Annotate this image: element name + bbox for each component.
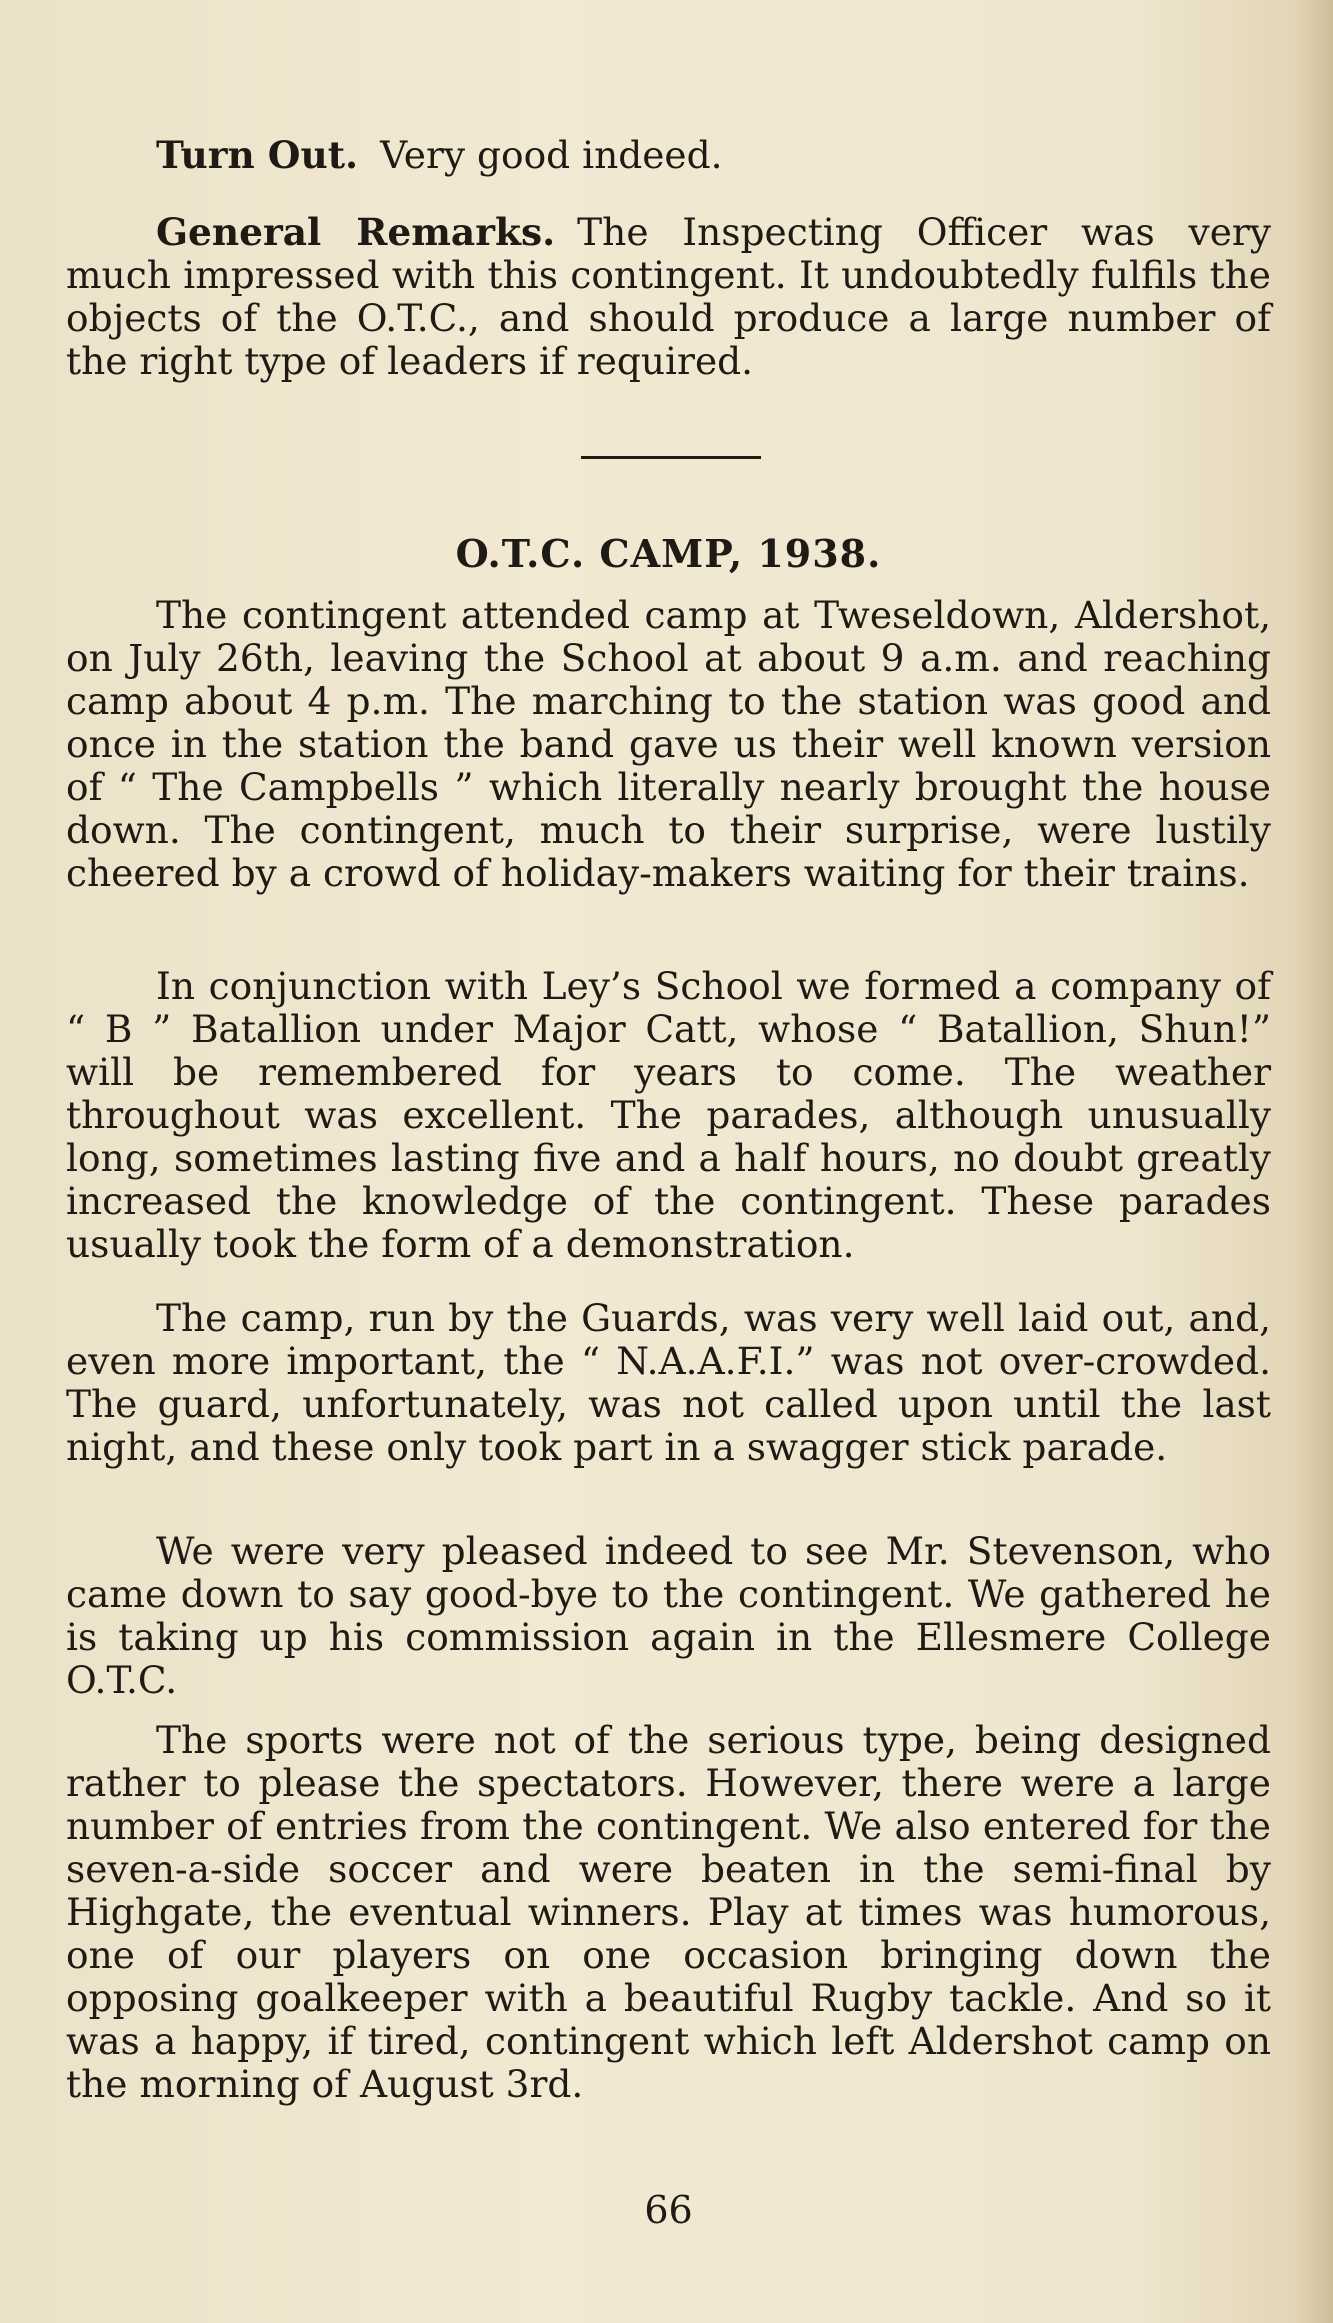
page-number: 66	[644, 2188, 693, 2232]
camp-paragraph-1-text: The contingent attended camp at Tweseldown, Aldershot, on July 26th, leaving the School at about 9 a.m. and reaching camp about 4 p.m. The marching to the station was good and once in the station the band gave us their well known version of “ The Campbells ” which literally nearly brought the house down. The contingent, much to their surprise, were lustily cheered by a crowd of holiday-makers waiting for their trains.	[66, 593, 1271, 895]
turn-out-paragraph	[66, 134, 1271, 177]
general-remarks-paragraph	[66, 211, 1271, 383]
camp-section-heading: O.T.C. CAMP, 1938.	[455, 531, 882, 576]
camp-paragraph-4	[66, 1530, 1271, 1702]
camp-paragraph-2-text: In conjunction with Ley’s School we formed a company of “ B ” Batallion under Major Catt, whose “ Batallion, Shun!” will be remembered for years to come. The weather throughout was excellent. The parades, although unusually long, sometimes lasting five and a half hours, no doubt greatly increased the knowledge of the contingent. These parades usually took the form of a demonstration.	[66, 964, 1271, 1266]
camp-paragraph-3	[66, 1297, 1271, 1469]
general-remarks-label: General Remarks.	[156, 210, 556, 254]
camp-paragraph-2	[66, 965, 1271, 1266]
camp-paragraph-3-text: The camp, run by the Guards, was very well laid out, and, even more important, the “ N.A.A.F.I.” was not over-crowded. The guard, unfortunately, was not called upon until the last night, and these only took part in a swagger stick parade.	[66, 1296, 1271, 1469]
turn-out-label: Turn Out.	[156, 133, 359, 177]
book-page	[66, 128, 1271, 2248]
general-remarks-text: The Inspecting Officer was very much impressed with this contingent. It undoubtedly fulfils the objects of the O.T.C., and should produce a large number of the right type of leaders if required.	[66, 210, 1271, 383]
section-divider	[581, 456, 761, 459]
camp-paragraph-4-text: We were very pleased indeed to see Mr. Stevenson, who came down to say good-bye to the contingent. We gathered he is taking up his commission again in the Ellesmere College O.T.C.	[66, 1529, 1271, 1702]
camp-paragraph-5-text: The sports were not of the serious type, being designed rather to please the spectators. However, there were a large number of entries from the contingent. We also entered for the seven-a-side soccer and were beaten in the semi-final by Highgate, the eventual winners. Play at times was humorous, one of our players on one occasion bringing down the opposing goalkeeper with a beautiful Rugby tackle. And so it was a happy, if tired, contingent which left Aldershot camp on the morning of August 3rd.	[66, 1718, 1271, 2106]
camp-paragraph-5	[66, 1719, 1271, 2106]
turn-out-text: Very good indeed.	[380, 133, 723, 177]
camp-paragraph-1	[66, 594, 1271, 895]
